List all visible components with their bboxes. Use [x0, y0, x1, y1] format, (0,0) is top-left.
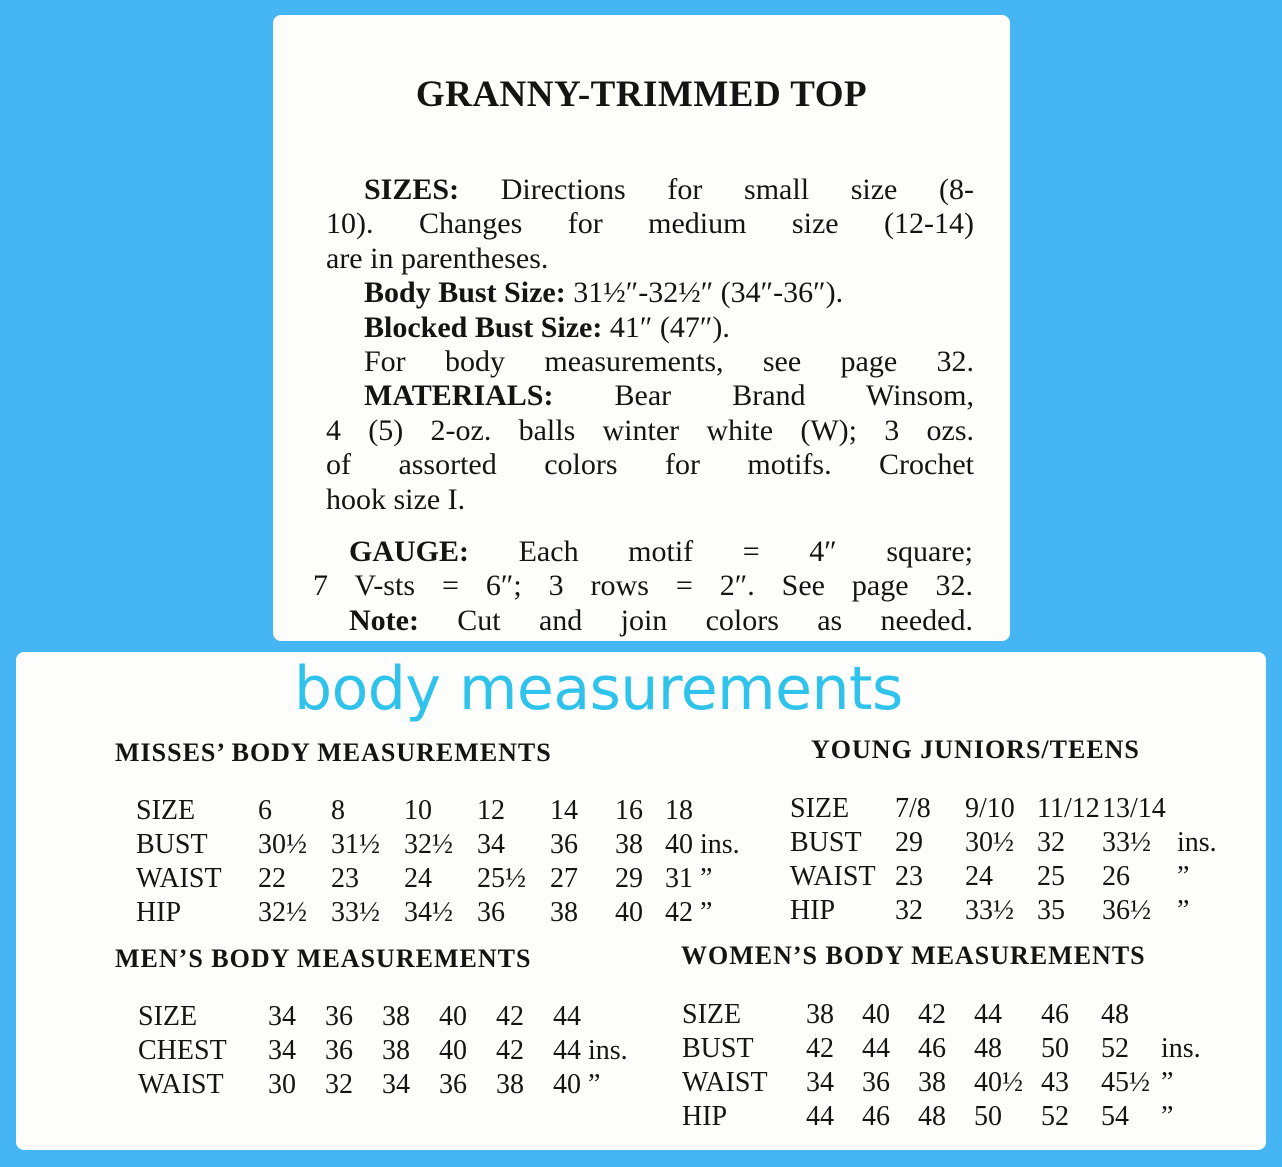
misses-cell: 8	[331, 795, 345, 826]
juniors-cell: 26	[1102, 861, 1130, 892]
womens-table	[682, 998, 1229, 1134]
womens-row-label: BUST	[682, 1033, 754, 1064]
misses-heading: MISSES’ BODY MEASUREMENTS	[115, 738, 552, 767]
juniors-heading: YOUNG JUNIORS/TEENS	[811, 735, 1140, 764]
womens-cell: 40	[862, 999, 890, 1030]
misses-row-label: WAIST	[136, 863, 222, 894]
gauge-line-1	[313, 535, 973, 569]
mens-cell: 38	[382, 1001, 410, 1032]
womens-cell: 50	[1041, 1033, 1069, 1064]
gauge-text-1: Each motif = 4″ square;	[518, 535, 974, 568]
juniors-cell: 29	[895, 827, 923, 858]
womens-cell: 48	[918, 1101, 946, 1132]
misses-cell: 38	[550, 897, 578, 928]
gauge-block	[313, 535, 973, 638]
misses-cell: 23	[331, 863, 359, 894]
juniors-cell: ”	[1177, 861, 1190, 892]
womens-cell: 46	[918, 1033, 946, 1064]
materials-text-3: of assorted colors for motifs. Crochet	[326, 448, 974, 482]
womens-cell: 36	[862, 1067, 890, 1098]
misses-row-label: SIZE	[136, 795, 196, 826]
mens-row-label: CHEST	[138, 1035, 227, 1066]
womens-cell: 48	[974, 1033, 1002, 1064]
womens-cell: ins.	[1161, 1033, 1201, 1064]
misses-row-label: HIP	[136, 897, 182, 928]
misses-cell: 34½	[404, 897, 453, 928]
juniors-row-label: WAIST	[790, 861, 876, 892]
womens-cell: 46	[862, 1101, 890, 1132]
mens-cell: 42	[496, 1001, 524, 1032]
womens-cell: 45½	[1101, 1067, 1150, 1098]
womens-row-label: SIZE	[682, 999, 742, 1030]
juniors-row-waist	[790, 860, 1231, 894]
womens-cell: ”	[1161, 1067, 1174, 1098]
materials-text-1: Bear Brand Winsom,	[614, 379, 974, 413]
womens-cell: 42	[806, 1033, 834, 1064]
blocked-bust-line	[326, 311, 974, 345]
body-meas-note: For body measurements, see page 32.	[364, 345, 974, 379]
juniors-cell	[1177, 792, 1231, 826]
womens-cell: 52	[1041, 1101, 1069, 1132]
gauge-text-2: 7 V-sts = 6″; 3 rows = 2″. See page 32.	[313, 569, 973, 603]
mens-row-label: SIZE	[138, 1001, 198, 1032]
misses-cell: 34	[477, 829, 505, 860]
juniors-row-label: SIZE	[790, 793, 850, 824]
mens-row-label: WAIST	[138, 1069, 224, 1100]
pattern-card	[273, 15, 1010, 641]
body-bust-value: 31½″-32½″ (34″-36″).	[573, 276, 844, 310]
blocked-bust-label: Blocked Bust Size:	[364, 310, 603, 344]
womens-cell: 44	[862, 1033, 890, 1064]
juniors-cell: 9/10	[965, 793, 1015, 824]
mens-heading: MEN’S BODY MEASUREMENTS	[115, 944, 532, 973]
juniors-cell: ins.	[1177, 827, 1217, 858]
misses-cell: 16	[615, 795, 643, 826]
misses-cell: 38	[615, 829, 643, 860]
mens-table	[138, 1000, 643, 1102]
materials-label: MATERIALS:	[364, 379, 554, 413]
misses-cell: 31½	[331, 829, 380, 860]
sizes-line-1	[326, 173, 974, 207]
mens-cell: 34	[268, 1001, 296, 1032]
womens-row-bust	[682, 1032, 1229, 1066]
womens-row-label: HIP	[682, 1101, 728, 1132]
womens-cell: ”	[1161, 1101, 1174, 1132]
womens-cell: 50	[974, 1101, 1002, 1132]
materials-text-4: hook size I.	[326, 482, 466, 516]
juniors-row-label: BUST	[790, 827, 862, 858]
sizes-text-2: 10). Changes for medium size (12-14)	[326, 207, 974, 241]
pattern-title: GRANNY-TRIMMED TOP	[415, 74, 868, 115]
womens-cell: 34	[806, 1067, 834, 1098]
womens-cell: 44	[974, 999, 1002, 1030]
sizes-text-3: are in parentheses.	[326, 241, 549, 275]
juniors-row-label: HIP	[790, 895, 836, 926]
juniors-cell: 13/14	[1102, 793, 1166, 824]
womens-cell: 42	[918, 999, 946, 1030]
misses-cell: 42 ”	[665, 897, 713, 928]
juniors-table	[790, 792, 1231, 928]
misses-cell: 6	[258, 795, 272, 826]
misses-row-size	[136, 794, 765, 828]
misses-cell: 30½	[258, 829, 307, 860]
mens-cell: 38	[496, 1069, 524, 1100]
mens-cell: 40	[439, 1001, 467, 1032]
body-bust-label: Body Bust Size:	[364, 276, 566, 310]
womens-cell: 43	[1041, 1067, 1069, 1098]
misses-cell: 36	[477, 897, 505, 928]
womens-row-waist	[682, 1066, 1229, 1100]
gauge-label: GAUGE:	[349, 535, 469, 568]
mens-cell: 44 ins.	[553, 1035, 628, 1066]
note-label: Note:	[349, 603, 419, 637]
misses-row-bust	[136, 828, 765, 862]
measurements-card	[16, 652, 1266, 1150]
mens-cell: 38	[382, 1035, 410, 1066]
womens-cell: 44	[806, 1101, 834, 1132]
misses-cell: 29	[615, 863, 643, 894]
materials-line-1	[326, 379, 974, 413]
blocked-bust-value: 41″ (47″).	[609, 310, 730, 344]
mens-cell: 30	[268, 1069, 296, 1100]
womens-cell: 38	[806, 999, 834, 1030]
juniors-cell: 11/12	[1037, 793, 1100, 824]
misses-cell: 18	[665, 795, 693, 826]
mens-cell: 42	[496, 1035, 524, 1066]
womens-cell: 52	[1101, 1033, 1129, 1064]
mens-row-size	[138, 1000, 643, 1034]
womens-heading: WOMEN’S BODY MEASUREMENTS	[681, 941, 1146, 970]
juniors-row-size	[790, 792, 1231, 826]
misses-cell: 10	[404, 795, 432, 826]
juniors-row-bust	[790, 826, 1231, 860]
sizes-text-1: Directions for small size (8-	[500, 173, 975, 206]
juniors-cell: 33½	[965, 895, 1014, 926]
misses-cell: 27	[550, 863, 578, 894]
womens-row-size	[682, 998, 1229, 1032]
mens-cell: 36	[439, 1069, 467, 1100]
womens-cell: 40½	[974, 1067, 1023, 1098]
mens-row-chest	[138, 1034, 643, 1068]
misses-cell: 12	[477, 795, 505, 826]
note-text: Cut and join colors as needed.	[457, 603, 973, 637]
measurements-title: body measurements	[294, 654, 903, 724]
misses-row-hip	[136, 896, 765, 930]
juniors-cell: 25	[1037, 861, 1065, 892]
mens-cell: 40 ”	[553, 1069, 601, 1100]
body-bust-line	[326, 276, 974, 310]
womens-row-hip	[682, 1100, 1229, 1134]
mens-row-waist	[138, 1068, 643, 1102]
juniors-cell: 24	[965, 861, 993, 892]
womens-cell: 54	[1101, 1101, 1129, 1132]
mens-cell: 36	[325, 1035, 353, 1066]
juniors-cell: 32	[1037, 827, 1065, 858]
juniors-cell: 32	[895, 895, 923, 926]
misses-cell: 40	[615, 897, 643, 928]
misses-row-label: BUST	[136, 829, 208, 860]
misses-cell: 14	[550, 795, 578, 826]
materials-text-2: 4 (5) 2-oz. balls winter white (W); 3 ozs.	[326, 413, 974, 447]
note-line	[313, 604, 973, 638]
juniors-cell: 30½	[965, 827, 1014, 858]
juniors-row-hip	[790, 894, 1231, 928]
pattern-body	[326, 173, 974, 517]
misses-cell: 25½	[477, 863, 526, 894]
misses-cell: 33½	[331, 897, 380, 928]
mens-cell: 44	[553, 1001, 581, 1032]
juniors-cell: 23	[895, 861, 923, 892]
mens-cell: 36	[325, 1001, 353, 1032]
womens-cell: 46	[1041, 999, 1069, 1030]
juniors-cell: 7/8	[895, 793, 931, 824]
mens-cell: 34	[382, 1069, 410, 1100]
misses-cell: 32½	[404, 829, 453, 860]
womens-cell: 38	[918, 1067, 946, 1098]
juniors-cell: ”	[1177, 895, 1190, 926]
misses-cell: 40 ins.	[665, 829, 740, 860]
misses-cell: 32½	[258, 897, 307, 928]
womens-cell	[1161, 998, 1229, 1032]
misses-cell: 31 ”	[665, 863, 713, 894]
womens-row-label: WAIST	[682, 1067, 768, 1098]
misses-table	[136, 794, 765, 930]
mens-cell: 32	[325, 1069, 353, 1100]
juniors-cell: 36½	[1102, 895, 1151, 926]
misses-cell: 22	[258, 863, 286, 894]
mens-cell: 34	[268, 1035, 296, 1066]
juniors-cell: 35	[1037, 895, 1065, 926]
misses-cell: 24	[404, 863, 432, 894]
sizes-label: SIZES:	[364, 173, 460, 206]
mens-cell: 40	[439, 1035, 467, 1066]
misses-row-waist	[136, 862, 765, 896]
juniors-cell: 33½	[1102, 827, 1151, 858]
misses-cell: 36	[550, 829, 578, 860]
womens-cell: 48	[1101, 999, 1129, 1030]
